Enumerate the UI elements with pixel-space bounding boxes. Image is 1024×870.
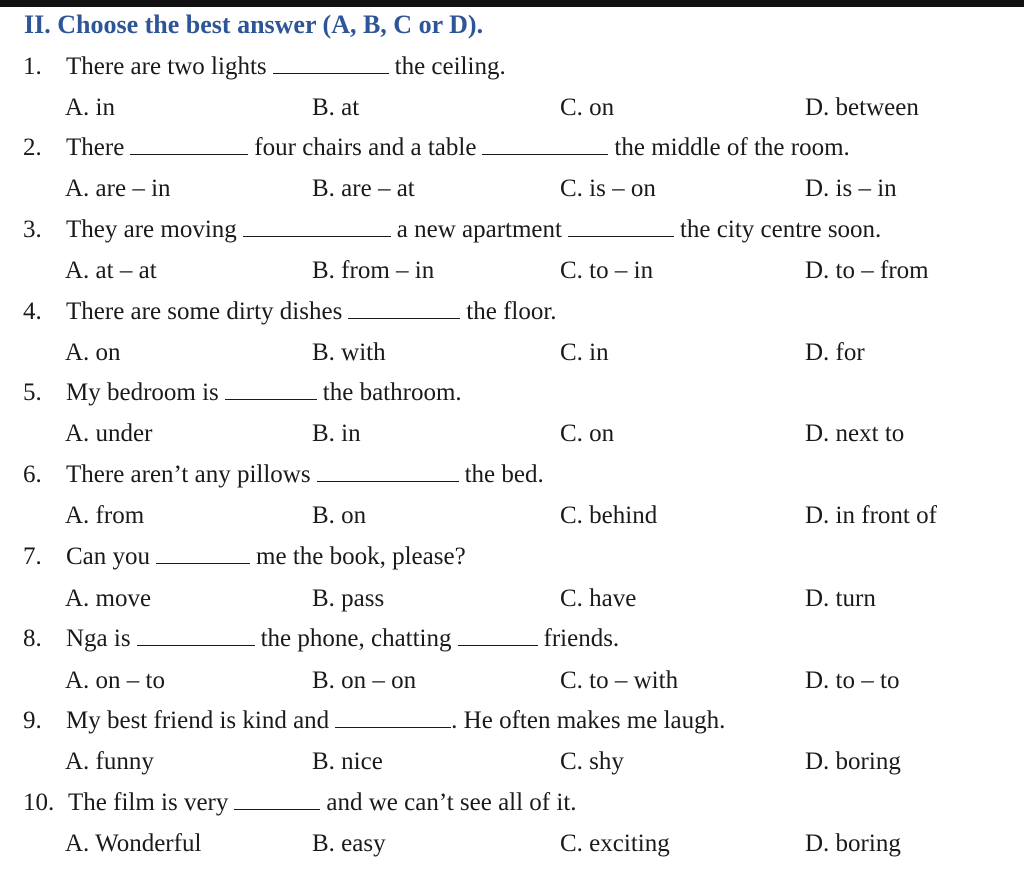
- options-6: [0, 502, 1024, 542]
- options-4: [0, 339, 1024, 379]
- option-d[interactable]: D. to – to: [805, 667, 900, 694]
- stem-text: the ceiling.: [394, 53, 506, 80]
- stem-text: the bed.: [464, 461, 544, 488]
- option-a[interactable]: A. in: [65, 94, 115, 121]
- question-stem: [66, 134, 850, 162]
- stem-text: They are moving: [66, 216, 237, 243]
- answer-blank[interactable]: [234, 789, 320, 810]
- question-number: 2.: [23, 134, 42, 161]
- option-c[interactable]: C. behind: [560, 502, 658, 529]
- option-c[interactable]: C. shy: [560, 748, 624, 775]
- option-d[interactable]: D. boring: [805, 748, 901, 775]
- question-10: [0, 789, 1024, 829]
- option-c[interactable]: C. on: [560, 420, 615, 447]
- answer-blank[interactable]: [335, 707, 451, 728]
- stem-text: friends.: [543, 625, 620, 652]
- stem-text: a new apartment: [396, 216, 562, 243]
- question-7: [0, 543, 1024, 583]
- option-a[interactable]: A. on – to: [65, 667, 165, 694]
- stem-text: the phone, chatting: [260, 625, 452, 652]
- option-d[interactable]: D. next to: [805, 420, 905, 447]
- question-5: [0, 379, 1024, 419]
- answer-blank[interactable]: [317, 461, 459, 482]
- option-a[interactable]: A. Wonderful: [65, 830, 202, 857]
- answer-blank[interactable]: [243, 216, 391, 237]
- options-10: [0, 830, 1024, 870]
- question-number: 6.: [23, 461, 42, 488]
- stem-text: There are some dirty dishes: [66, 298, 343, 325]
- question-stem: [66, 53, 506, 81]
- stem-text: the floor.: [466, 298, 557, 325]
- question-number: 10.: [23, 789, 55, 816]
- question-stem: [66, 707, 725, 735]
- stem-text: My best friend is kind and: [66, 707, 330, 734]
- option-c[interactable]: C. in: [560, 339, 609, 366]
- answer-blank[interactable]: [225, 379, 317, 400]
- stem-text: the city centre soon.: [679, 216, 882, 243]
- question-number: 3.: [23, 216, 42, 243]
- options-3: [0, 257, 1024, 297]
- option-b[interactable]: B. at: [312, 94, 360, 121]
- option-b[interactable]: B. on: [312, 502, 367, 529]
- stem-text: the middle of the room.: [614, 134, 850, 161]
- option-b[interactable]: B. pass: [312, 585, 385, 612]
- question-9: [0, 707, 1024, 747]
- option-b[interactable]: B. from – in: [312, 257, 435, 284]
- question-number: 5.: [23, 379, 42, 406]
- option-a[interactable]: A. under: [65, 420, 153, 447]
- option-a[interactable]: A. at – at: [65, 257, 157, 284]
- option-c[interactable]: C. is – on: [560, 175, 656, 202]
- question-number: 8.: [23, 625, 42, 652]
- option-c[interactable]: C. have: [560, 585, 637, 612]
- answer-blank[interactable]: [482, 134, 608, 155]
- option-b[interactable]: B. are – at: [312, 175, 415, 202]
- answer-blank[interactable]: [137, 625, 255, 646]
- section-heading: II. Choose the best answer (A, B, C or D).: [24, 10, 484, 39]
- options-7: [0, 585, 1024, 625]
- question-stem: [66, 298, 557, 326]
- question-stem: [68, 789, 577, 817]
- question-number: 9.: [23, 707, 42, 734]
- answer-blank[interactable]: [156, 543, 250, 564]
- option-c[interactable]: C. to – in: [560, 257, 654, 284]
- question-number: 7.: [23, 543, 42, 570]
- stem-text: There: [66, 134, 125, 161]
- question-number: 1.: [23, 53, 42, 80]
- options-9: [0, 748, 1024, 788]
- answer-blank[interactable]: [348, 298, 460, 319]
- stem-text: There are two lights: [66, 53, 267, 80]
- options-8: [0, 667, 1024, 707]
- stem-text: and we can’t see all of it.: [326, 789, 577, 816]
- question-2: [0, 134, 1024, 174]
- option-d[interactable]: D. for: [805, 339, 865, 366]
- option-b[interactable]: B. in: [312, 420, 361, 447]
- question-3: [0, 216, 1024, 256]
- option-b[interactable]: B. easy: [312, 830, 386, 857]
- option-a[interactable]: A. funny: [65, 748, 154, 775]
- top-border: [0, 0, 1024, 7]
- option-d[interactable]: D. to – from: [805, 257, 929, 284]
- option-d[interactable]: D. boring: [805, 830, 901, 857]
- stem-text: Nga is: [66, 625, 131, 652]
- answer-blank[interactable]: [273, 53, 389, 74]
- question-6: [0, 461, 1024, 501]
- question-4: [0, 298, 1024, 338]
- option-a[interactable]: A. move: [65, 585, 152, 612]
- answer-blank[interactable]: [568, 216, 674, 237]
- option-c[interactable]: C. to – with: [560, 667, 679, 694]
- option-d[interactable]: D. is – in: [805, 175, 897, 202]
- question-8: [0, 625, 1024, 665]
- stem-text: The film is very: [68, 789, 229, 816]
- stem-text: There aren’t any pillows: [66, 461, 311, 488]
- stem-text: four chairs and a table: [254, 134, 477, 161]
- stem-text: Can you: [66, 543, 151, 570]
- option-b[interactable]: B. nice: [312, 748, 383, 775]
- option-b[interactable]: B. with: [312, 339, 386, 366]
- answer-blank[interactable]: [458, 625, 538, 646]
- stem-text: My bedroom is: [66, 379, 219, 406]
- option-d[interactable]: D. turn: [805, 585, 876, 612]
- question-number: 4.: [23, 298, 42, 325]
- options-5: [0, 420, 1024, 460]
- answer-blank[interactable]: [130, 134, 248, 155]
- options-1: [0, 94, 1024, 134]
- option-a[interactable]: A. are – in: [65, 175, 171, 202]
- option-a[interactable]: A. from: [65, 502, 145, 529]
- stem-text: me the book, please?: [256, 543, 466, 570]
- question-stem: [66, 543, 466, 571]
- option-a[interactable]: A. on: [65, 339, 121, 366]
- question-1: [0, 53, 1024, 93]
- question-stem: [66, 625, 619, 653]
- question-stem: [66, 461, 544, 489]
- options-2: [0, 175, 1024, 215]
- stem-text: . He often makes me laugh.: [451, 707, 726, 734]
- stem-text: the bathroom.: [322, 379, 462, 406]
- question-stem: [66, 216, 881, 244]
- option-c[interactable]: C. exciting: [560, 830, 670, 857]
- option-d[interactable]: D. in front of: [805, 502, 937, 529]
- question-stem: [66, 379, 462, 407]
- option-d[interactable]: D. between: [805, 94, 919, 121]
- option-c[interactable]: C. on: [560, 94, 615, 121]
- option-b[interactable]: B. on – on: [312, 667, 417, 694]
